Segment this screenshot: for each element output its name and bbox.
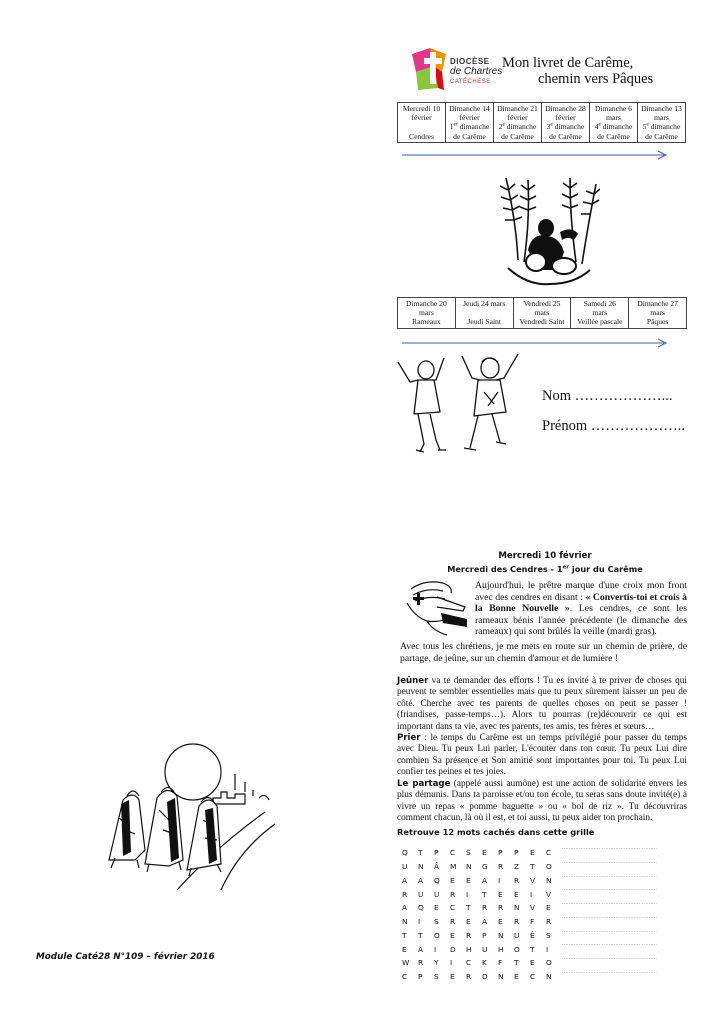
fasting-keyword: Jeûner — [397, 676, 429, 686]
grid-letter[interactable]: E — [466, 875, 471, 885]
calendar-cell: Dimanche 20 mars Rameaux — [398, 298, 456, 329]
joyful-children-illustration-icon — [396, 352, 532, 458]
calendar-cell: Dimanche 13 mars 5e dimanche de Carême — [638, 103, 686, 143]
grid-letter[interactable]: N — [466, 862, 472, 872]
grid-letter[interactable]: E — [402, 944, 407, 954]
grid-row — [402, 860, 562, 874]
grid-letter[interactable]: T — [530, 862, 535, 872]
grid-letter[interactable]: U — [418, 889, 424, 899]
grid-letter[interactable]: E — [450, 930, 455, 940]
grid-letter[interactable]: A — [402, 903, 408, 913]
calendar-cell: Samedi 26 mars Veillée pascale — [571, 298, 629, 329]
logo-line-2: de Chartres — [450, 66, 503, 77]
grid-letter[interactable]: E — [530, 848, 535, 858]
grid-letter[interactable]: I — [546, 944, 549, 954]
grid-letter[interactable]: G — [482, 862, 488, 872]
article-heading: Mercredi 10 février — [498, 551, 592, 561]
grid-letter[interactable]: R — [514, 917, 520, 927]
grid-letter[interactable]: I — [498, 875, 501, 885]
grid-letter[interactable]: N — [498, 930, 504, 940]
grid-letter[interactable]: T — [402, 930, 407, 940]
answer-line[interactable]: ………………………………………………… — [562, 901, 657, 906]
grid-letter[interactable]: P — [434, 848, 439, 858]
first-name-field[interactable]: Prénom ……………….. — [542, 418, 685, 434]
grid-letter[interactable]: Q — [418, 903, 424, 913]
grid-letter[interactable]: S — [434, 917, 439, 927]
grid-letter[interactable]: P — [418, 972, 423, 982]
grid-letter[interactable]: C — [466, 958, 472, 968]
grid-letter[interactable]: N — [402, 917, 408, 927]
grid-letter[interactable]: O — [434, 930, 440, 940]
grid-letter[interactable]: A — [482, 917, 488, 927]
grid-letter[interactable]: H — [466, 944, 472, 954]
grid-letter[interactable]: F — [498, 958, 503, 968]
sharing-paragraph: Le partage (appelé aussi aumône) est une action de solidarité envers les plus démunis. Dans ta paroisse et/ou ton école, tu seras sans doute invité(e) à vivre un repas « pomme baguette » ou « bol de riz ». Tu découvriras comment chacun, là où il est, et toi aussi, tu peux aider ton prochain. — [397, 779, 687, 824]
fasting-paragraph: Jeûner va te demander des efforts ! Tu es invité à te priver de choses qui peuvent te sembler essentielles mais que tu peux sûrement laisser un peu de côté. Cherche avec tes parents de quelles choses on peut se passer ! (friandises, passe-temps…). Alors tu pourras (re)découvrir ce qui est important dans ta vie, avec tes parents, tes amis, tes frères et sœurs… — [397, 676, 687, 732]
grid-letter[interactable]: C — [450, 848, 456, 858]
grid-letter[interactable]: R — [418, 958, 424, 968]
grid-letter[interactable]: E — [434, 903, 439, 913]
grid-letter[interactable]: R — [402, 889, 408, 899]
timeline-arrow-icon — [400, 150, 670, 160]
lent-calendar-table — [397, 102, 686, 143]
grid-letter[interactable]: T — [530, 944, 535, 954]
grid-letter[interactable]: D — [450, 944, 456, 954]
grid-letter[interactable]: R — [450, 889, 456, 899]
grid-letter[interactable]: Z — [514, 862, 520, 872]
calendar-cell: Dimanche 14 février 1er dimanche de Carême — [446, 103, 494, 143]
grid-letter[interactable]: E — [482, 848, 487, 858]
name-field[interactable]: Nom ………………... — [542, 388, 673, 404]
grid-letter[interactable]: E — [546, 903, 551, 913]
grid-letter[interactable]: C — [402, 972, 408, 982]
grid-letter[interactable]: M — [450, 862, 457, 872]
grid-letter[interactable]: R — [482, 903, 488, 913]
grid-letter[interactable]: O — [514, 944, 520, 954]
grid-letter[interactable]: I — [466, 889, 469, 899]
grid-letter[interactable]: N — [418, 862, 424, 872]
booklet-title-line-2: chemin vers Pâques — [538, 71, 654, 87]
calendar-cell: Jeudi 24 mars Jeudi Saint — [455, 298, 513, 329]
answer-line[interactable]: ………………………………………………… — [562, 969, 657, 975]
grid-letter[interactable]: P — [514, 848, 519, 858]
grid-letter[interactable]: S — [434, 972, 439, 982]
grid-letter[interactable]: H — [498, 944, 504, 954]
grid-letter[interactable]: P — [482, 930, 487, 940]
grid-letter[interactable]: T — [418, 848, 423, 858]
grid-letter[interactable]: S — [546, 930, 551, 940]
grid-letter[interactable]: Â — [434, 862, 440, 872]
grid-letter[interactable]: N — [546, 972, 552, 982]
grid-letter[interactable]: U — [434, 889, 440, 899]
grid-letter[interactable]: T — [482, 889, 487, 899]
grid-letter[interactable]: Q — [402, 848, 408, 858]
grid-row — [402, 915, 562, 929]
logo-line-1: DIOCÈSE — [450, 57, 490, 66]
grid-letter[interactable]: Y — [434, 958, 439, 968]
answer-line[interactable]: ………………………………………………… — [562, 942, 657, 948]
pilgrims-walking-illustration-icon — [105, 740, 277, 890]
answer-line[interactable]: ………………………………………………… — [562, 956, 657, 961]
grid-letter[interactable]: I — [450, 958, 453, 968]
grid-letter[interactable]: U — [482, 944, 488, 954]
booklet-title-line-1: Mon livret de Carême, — [502, 55, 634, 71]
grid-letter[interactable]: R — [546, 917, 552, 927]
intro-paragraph: Aujourd'hui, le prêtre marque d'une croix mon front avec des cendres en disant : « Convertis-toi et crois à la Bonne Nouvelle ». Les cendres, ce sont les rameaux bénis l'année précédente (le dimanche des rameaux) qui sont brûlés la veille (mardi gras). — [475, 580, 687, 638]
grid-row — [402, 874, 562, 888]
grid-letter[interactable]: F — [530, 917, 535, 927]
grid-letter[interactable]: W — [402, 958, 410, 968]
diocese-logo-mark-icon — [408, 44, 452, 98]
answer-line[interactable]: ………………………………………………… — [562, 846, 657, 851]
grid-letter[interactable]: I — [418, 917, 421, 927]
grid-letter[interactable]: E — [450, 972, 455, 982]
grid-letter[interactable]: I — [530, 889, 533, 899]
grid-letter[interactable]: Ê — [530, 930, 535, 940]
grid-row — [402, 887, 562, 901]
grid-letter[interactable]: R — [498, 903, 504, 913]
grid-letter[interactable]: A — [482, 875, 488, 885]
word-search-title: Retrouve 12 mots cachés dans cette grille — [397, 827, 595, 837]
grid-letter[interactable]: O — [546, 958, 552, 968]
calendar-cell: Dimanche 28 février 3e dimanche de Carême — [542, 103, 590, 143]
grid-letter[interactable]: S — [466, 848, 471, 858]
timeline-arrow-icon — [400, 338, 670, 348]
grid-letter[interactable]: U — [514, 930, 520, 940]
grid-letter[interactable]: A — [418, 875, 424, 885]
answer-line[interactable]: ………………………………………………… — [562, 859, 657, 865]
logo-line-3: CATÉCHÈSE — [450, 79, 491, 85]
grid-letter[interactable]: Q — [434, 875, 440, 885]
grid-letter[interactable]: D — [482, 972, 488, 982]
grid-row — [402, 846, 562, 860]
calendar-cell: Dimanche 21 février 2e dimanche de Carême — [494, 103, 542, 143]
grid-row — [402, 956, 562, 970]
grid-letter[interactable]: N — [498, 972, 504, 982]
grid-letter[interactable]: T — [418, 930, 423, 940]
sharing-keyword: Le partage — [397, 779, 451, 789]
intro-paragraph-continued: Avec tous les chrétiens, je me mets en route sur un chemin de prière, de partage, de jeûne, sur un chemin d'amour et de lumière ! — [400, 641, 687, 664]
grid-letter[interactable]: R — [514, 875, 520, 885]
answer-line[interactable]: ………………………………………………… — [562, 887, 657, 893]
calendar-cell: Dimanche 27 mars Pâques — [629, 298, 687, 329]
footer-module-credit: Module Caté28 N°109 – février 2016 — [36, 952, 215, 962]
calendar-cell: Mercredi 10 février Cendres — [398, 103, 446, 143]
grid-letter[interactable]: N — [514, 903, 520, 913]
grid-letter[interactable]: R — [498, 862, 504, 872]
grid-letter[interactable]: V — [546, 889, 552, 899]
grid-letter[interactable]: R — [466, 930, 472, 940]
grid-letter[interactable]: T — [514, 958, 519, 968]
grid-letter[interactable]: E — [466, 917, 471, 927]
grid-row — [402, 970, 562, 984]
grid-letter[interactable]: E — [514, 889, 519, 899]
palm-sunday-illustration-icon — [498, 170, 600, 288]
prayer-keyword: Prier — [397, 733, 421, 743]
grid-letter[interactable]: E — [530, 958, 535, 968]
word-search-grid[interactable] — [402, 846, 562, 984]
grid-letter[interactable]: E — [514, 972, 519, 982]
calendar-cell: Dimanche 6 mars 4e dimanche de Carême — [590, 103, 638, 143]
grid-letter[interactable]: R — [450, 917, 456, 927]
grid-letter[interactable]: P — [498, 848, 503, 858]
answer-line[interactable]: ………………………………………………… — [562, 873, 657, 879]
grid-letter[interactable]: A — [418, 944, 424, 954]
logo-wordmark — [450, 57, 502, 87]
grid-letter[interactable]: V — [530, 875, 536, 885]
grid-letter[interactable]: E — [498, 917, 503, 927]
grid-letter[interactable]: O — [546, 862, 552, 872]
grid-letter[interactable]: V — [530, 903, 536, 913]
grid-letter[interactable]: N — [546, 875, 552, 885]
answer-line[interactable]: ………………………………………………… — [562, 914, 657, 920]
grid-letter[interactable]: T — [466, 903, 471, 913]
grid-letter[interactable]: I — [434, 944, 437, 954]
ash-cross-forehead-illustration-icon — [403, 577, 471, 639]
grid-letter[interactable]: E — [450, 875, 455, 885]
article-subheading: Mercredi des Cendres - 1er jour du Carême — [447, 564, 643, 574]
grid-letter[interactable]: C — [530, 972, 536, 982]
grid-letter[interactable]: C — [546, 848, 552, 858]
calendar-cell: Vendredi 25 mars Vendredi Saint — [513, 298, 571, 329]
grid-letter[interactable]: U — [402, 862, 408, 872]
grid-row — [402, 942, 562, 956]
grid-row — [402, 901, 562, 915]
grid-letter[interactable]: R — [466, 972, 472, 982]
answer-line[interactable]: ………………………………………………… — [562, 928, 657, 934]
prayer-paragraph: Prier : le temps du Carême est un temps privilégié pour passer du temps avec Dieu. Tu peux Lui parler, L'écouter dans ton cœur. Tu peux Lui dire combien Sa présence et Son amitié sont importantes pour toi. Tu peux Lui confier tes peines et tes joies. — [397, 733, 687, 778]
grid-letter[interactable]: A — [402, 875, 408, 885]
grid-letter[interactable]: C — [450, 903, 456, 913]
grid-letter[interactable]: E — [498, 889, 503, 899]
grid-letter[interactable]: K — [482, 958, 487, 968]
grid-row — [402, 929, 562, 943]
holy-week-calendar-table — [397, 297, 687, 329]
